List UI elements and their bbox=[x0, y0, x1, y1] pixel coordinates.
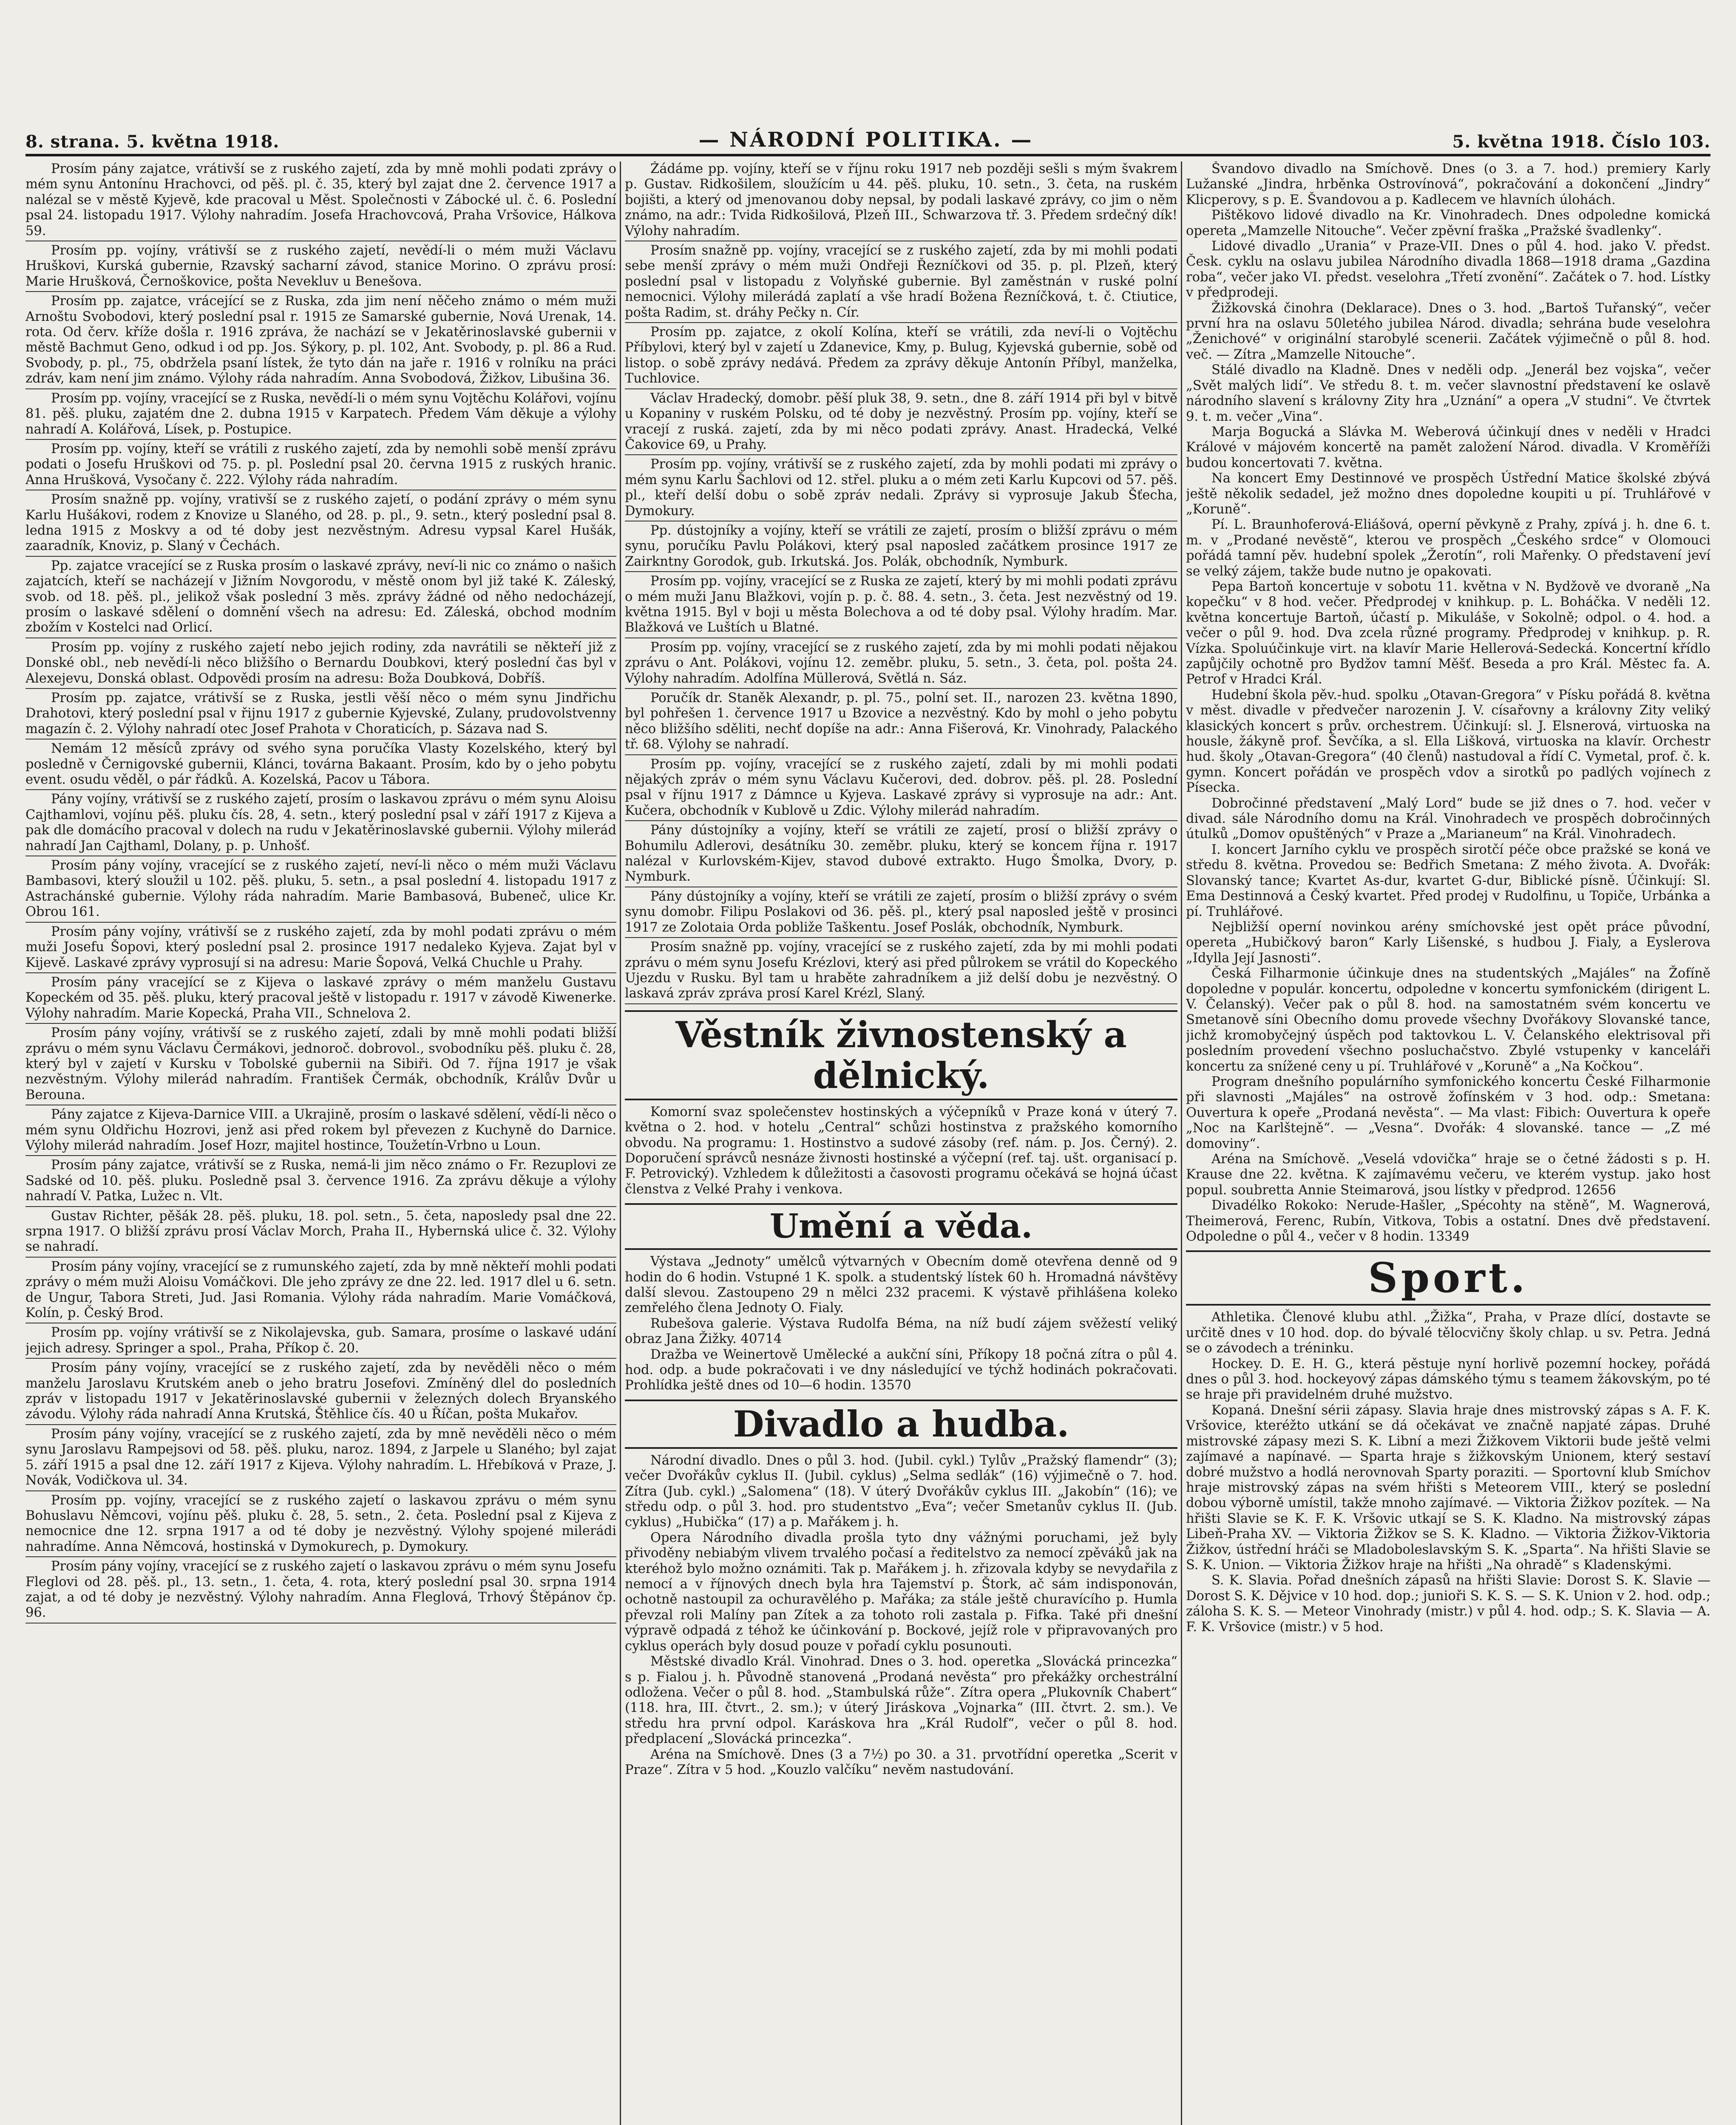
notice: Prosím pány vojíny, vracející se z ruského zajetí o laskavou zprávu o mém synu Josefu Fleglovi od 28. pěš. pl., 13. setn., 1. četa, 4. rota, který poslední psal 30. srpna 1914 zajat, a od té doby je nezvěstný. Výlohy nahradím. Anna Fleglová, Trhový Štěpánov čp. 96. bbox=[26, 1559, 616, 1624]
notice: Žádáme pp. vojíny, kteří se v říjnu roku 1917 neb později sešli s mým švakrem p. Gustav. Ridkošilem, sloužícím u 44. pěš. pluku, 10. setn., 3. četa, na ruském bojišti, a který od jmenovanou doby nepsal, by podali laskavé zprávy, co jim o něm známo, na adr.: Tvida Ridkošilová, Plzeň III., Schwarzova tř. 3. Předem srdečný dík! Výlohy nahradím. bbox=[625, 162, 1177, 241]
notice: Prosím pány vracející se z Kijeva o laskavé zprávy o mém manželu Gustavu Kopeckém od 35. pěš. pluku, který pracoval ještě v listopadu r. 1917 v závodě Kiwenerke. Výlohy nahradím. Marie Kopecká, Praha VII., Schnelova 2. bbox=[26, 975, 616, 1024]
notice: Prosím pp. vojíny, vracející se z Ruska ze zajetí, který by mi mohli podati zprávu o mém muži Janu Blažkovi, vojín p. p. č. 88. 4. setn., 3. četa. Jest nezvěstný od 19. května 1915. Byl v boji u města Bolechova a od té doby psal. Výlohy hradím. Mar. Blažková ve Luštích u Blatné. bbox=[625, 574, 1177, 638]
article-paragraph: Žižkovská činohra (Deklarace). Dnes o 3. hod. „Bartoš Tuřanský“, večer první hra na oslavu 50letého jubilea Národ. divadla; sehrána bude veselohra „Ženichové“ v originální starobylé scenerii. Začátek výjimečně o půl 8. hod. več. — Zítra „Mamzelle Nitouche“. bbox=[1186, 300, 1710, 362]
article-paragraph: Komorní svaz společenstev hostinských a výčepníků v Praze koná v úterý 7. května o 2. hod. v hotelu „Central“ schůzi hostinstva z pražského komorního obvodu. Na programu: 1. Hostinstvo a sudové zásoby (ref. nám. p. Jos. Černý). 2. Doporučení správců nesnáze živnosti hostinské a výčepní (ref. taj. ušt. organisací p. F. Petrovický). Vzhledem k důležitosti a časovosti programu očekává se hojná účast členstva z Velké Prahy i venkova. bbox=[625, 1104, 1177, 1197]
article-paragraph: I. koncert Jarního cyklu ve prospěch sirotčí péče obce pražské se koná ve středu 8. května. Provedou se: Bedřich Smetana: Z mého života. A. Dvořák: Slovanský tance; Kvartet As-dur, kvartet G-dur, Biblické písně. Účinkují: Sl. Ema Destinnová a Český kvartet. Před prodej v Rudolfinu, u Topiče, Urbánka a pí. Truhlářové. bbox=[1186, 842, 1710, 919]
article-paragraph: Na koncert Emy Destinnové ve prospěch Ústřední Matice školské zbývá ještě několik sedadel, jež možno dnes dopoledne koupiti u pí. Truhlářové v „Koruně“. bbox=[1186, 471, 1710, 517]
article-paragraph: Kopaná. Dnešní sérii zápasy. Slavia hraje dnes mistrovský zápas s A. F. K. Vršovice, kteréžto utkání se dá očekávat ve značně napjaté zápas. Druhé mistrovské zápasy mezi S. K. Libní a mezi Žižkovem Viktorii bude ještě velmi zajímavé a napínavé. — Sparta hraje s žižkovským Unionem, který sestaví dobré mužstvo a hodlá nerovnovah Sparty poraziti. — Sportovní klub Smíchov hraje mistrovský zápas na svém hřišti s Meteorem VIII., který se poslední dobou výborně umístil, takže mnoho zajímavé. — Viktoria Žižkov pozítek. — Na hřišti Slavie se K. F. K. Vršovic utkají se S. K. Kladno. Na mistrovský zápas Libeň-Praha XV. — Viktoria Žižkov se S. K. Kladno. — Viktoria Žižkov-Viktoria Žižkov, ústřední hráči se Mladoboleslavským S. K. „Sparta“. Na hřišti Slavie se S. K. Union. — Viktoria Žižkov hraje na hřišti „Na ohradě“ s Kladenskými. bbox=[1186, 1402, 1710, 1572]
notice: Prosím pp. vojíny, vracející se z Ruska, nevědí-li o mém synu Vojtěchu Kolářovi, vojínu 81. pěš. pluku, zajatém dne 2. dubna 1915 v Karpatech. Předem Vám děkuje a výlohy nahradí A. Kolářová, Lísek, p. Postupice. bbox=[26, 391, 616, 440]
article-paragraph: Hockey. D. E. H. G., která pěstuje nyní horlivě pozemní hockey, pořádá dnes o půl 3. hod. hockeyový zápas dámského týmu s teamem žákovským, po té se hraje při pravidelném druhé mužstvo. bbox=[1186, 1356, 1710, 1402]
article-paragraph: Opera Národního divadla prošla tyto dny vážnými poruchami, jež byly přivoděny nebiabým vlivem trvalého počasí a ředitelstvo za nemocí zpěváků jak na kteréhož bylo možno oznámiti. Tak p. Mařákem j. h. zřizovala kdyby se nevydařila z nemocí a v říjnových dnech byla hra Tajemství p. Štork, ač sám indisponován, ochotně nastoupil za ochuravělého p. Mařáka; za stále ještě churavícího p. Humla převzal roli Malíny pan Zítek a za tohoto roli zastala p. Fifka. Také při dnešní výpravě odpadá z téhož ke účinkování p. Bockové, jejíž role v připravovaných pro cyklus operách byly dosud pouze v pořadí cyklu posunouti. bbox=[625, 1530, 1177, 1654]
notice: Prosím pp. zajatce, z okolí Kolína, kteří se vrátili, zda neví-li o Vojtěchu Příbylovi, který byl v zajetí u Zdanevice, Kmy, p. Bulug, Kyjevská gubernie, sobě od listop. o sobě zprávy nedává. Předem za zprávy děkuje Antonín Příbyl, manželka, Tuchlovice. bbox=[625, 325, 1177, 389]
notice: Prosím pp. vojíny, vracející se z ruského zajetí, zda by mi mohli podati nějakou zprávu o Ant. Polákovi, vojínu 12. zeměbr. pluku, 5. setn., 3. četa, pol. pošta 24. Výlohy nahradím. Adolfína Müllerová, Světlá n. Sáz. bbox=[625, 640, 1177, 689]
notice: Prosím pány vojíny, vrátivší se z ruského zajetí, zdali by mně mohli podati bližší zprávu o mém synu Václavu Čermákovi, jednoroč. dobrovol., svobodníku pěš. pluku č. 28, který byl v zajetí v Kursku v Tobolské gubernii na Sibiři. Od 7. října 1917 je však nezvěstným. Výlohy milerád nahradím. František Čermák, obchodník, Králův Dvůr u Berouna. bbox=[26, 1026, 616, 1105]
section-heading-vestnik: Věstník živnostenský a dělnický. bbox=[625, 1010, 1177, 1100]
column-divider bbox=[620, 162, 621, 2125]
article-paragraph: Rubešova galerie. Výstava Rudolfa Béma, na níž budí zájem svěžestí veliký obraz Jana Žižky. 40714 bbox=[625, 1316, 1177, 1347]
article-paragraph: Divadélko Rokoko: Nerude-Hašler, „Spécohty na stěně“, M. Wagnerová, Theimerová, Ferenc, Rubín, Vitkova, Tobis a ostatní. Dnes dvě představení. Odpoledne o půl 4., večer v 8 hodin. 13349 bbox=[1186, 1198, 1710, 1244]
notice: Prosím snažně pp. vojíny, vracející se z ruského zajetí, zda by mi mohli podati sebe menší zprávy o mém muži Ondřeji Řezníčkovi od 35. p. pl. Plzeň, který poslední psal v listopadu z Volyňské gubernie. Byl zaměstnán v ruské polní nemocnici. Výlohy milerádá zaplatí a vše hradí Božena Řezníčková, t. č. Ctiutice, pošta Radim, st. dráhy Pečky n. Cír. bbox=[625, 243, 1177, 323]
article-paragraph: Dobročinné představení „Malý Lord“ bude se již dnes o 7. hod. večer v divad. sále Národního domu na Král. Vinohradech ve prospěch dobročinných útulků „Domov opuštěných“ v Praze a „Marianeum“ na Král. Vinohradech. bbox=[1186, 796, 1710, 842]
article-paragraph: Pištěkovo lidové divadlo na Kr. Vinohradech. Dnes odpoledne komická opereta „Mamzelle Nitouche“. Večer zpěvní fraška „Pražské švadlenky“. bbox=[1186, 208, 1710, 238]
article-paragraph: Výstava „Jednoty“ umělců výtvarných v Obecním domě otevřena denně od 9 hodin do 6 hodin. Vstupné 1 K. spolk. a studentský lístek 60 h. Hromadná návštěvy další slevou. Zastoupeno 29 n mělci 232 pracemi. K výstavě přihlášena koleko zemřelého člena Jednoty O. Fialy. bbox=[625, 1254, 1177, 1316]
notice: Prosím pp. vojíny, vracející se z ruského zajetí, zdali by mi mohli podati nějakých zpráv o mém synu Václavu Kučerovi, ded. dobrov. pěš. pl. 28. Poslední psal v říjnu 1917 z Dámnce u Kyjeva. Laskavé zprávy si vyprosuje na adr.: Ant. Kučera, obchodník v Kublově u Zdic. Výlohy milerád nahradím. bbox=[625, 757, 1177, 822]
masthead bbox=[26, 125, 1710, 152]
notice: Pány vojíny, vrátivší se z ruského zajetí, prosím o laskavou zprávu o mém synu Aloisu Cajthamlovi, vojínu pěš. pluku čís. 28, 4. setn., který poslední psal v září 1917 z Kijeva a pak dle domácího pracoval v dolech na rudu v Jekatěrinoslavské gubernii. Výlohy milerád nahradí Jan Cajthaml, Dolany, p. p. Unhošť. bbox=[26, 792, 616, 856]
notice: Prosím pp. zajatce, vrácející se z Ruska, zda jim není něčeho známo o mém muži Arnoštu Svobodovi, který poslední psal r. 1915 ze Samarské gubernie, Nová Urenak, 14. rota. Od červ. kříže došla r. 1916 zpráva, že nachází se v Jekatěrinoslavské gubernii v městě Bachmut Geno, odkud i od pp. Jos. Sýkory, p. pl. 102, Ant. Svobody, p. pl. 86 a Rud. Svobody, p. pl., 75, obdržela psaní lístek, že tyto dán na jaře r. 1916 v rolníku na práci zdráv, kam není jim známo. Výlohy ráda nahradím. Anna Svobodová, Žižkov, Libušina 36. bbox=[26, 294, 616, 389]
article-paragraph: Česká Filharmonie účinkuje dnes na studentských „Majáles“ na Žofíně dopoledne v populár. koncertu, odpoledne v koncertu symfonickém (dirigent L. V. Čelanský). Večer pak o půl 8. hod. na samostatném svém koncertu ve Smetanově síni Obecního domu provede všechny Dvořákovy Slovanské tance, jichž kromobyčejný úspěch pod taktovkou L. V. Čelanského elektrisoval při posledním provedení všechno posluchačstvo. Zbylé vstupenky v kanceláři koncertu za snížené ceny u pí. Truhlářové v „Koruně“ a „Na Kočkou“. bbox=[1186, 966, 1710, 1074]
section-heading-umeni: Umění a věda. bbox=[625, 1203, 1177, 1250]
article-paragraph: S. K. Slavia. Pořad dnešních zápasů na hřišti Slavie: Dorost S. K. Slavie — Dorost S. K. Dějvice v 10 hod. dop.; junioři S. K. S. — S. K. Union v 2. hod. odp.; záloha S. K. S. — Meteor Vinohrady (mistr.) v půl 4. hod. odp.; S. K. Slavia — A. F. K. Vršovice (mistr.) v 5 hod. bbox=[1186, 1573, 1710, 1635]
article-paragraph: Lidové divadlo „Urania“ v Praze-VII. Dnes o půl 4. hod. jako V. předst. Česk. cyklu na oslavu jubilea Národního divadla 1868—1918 drama „Gazdina roba“, večer jako VI. předst. veselohra „Třetí zvonění“. Začátek o 7. hod. Lístky v předprodeji. bbox=[1186, 239, 1710, 300]
notice: Prosím pp. vojíny vrátivší se z Nikolajevska, gub. Samara, prosíme o laskavé udání jejich adresy. Springer a spol., Praha, Příkop č. 20. bbox=[26, 1325, 616, 1359]
notice: Prosím snažně pp. vojíny, vracející se z ruského zajetí, zda by mi mohli podati zprávu o mém synu Josefu Krézlovi, který asi před půlrokem se vrátil do Kopeckého Ujezdu v Rusku. Byl tam u hraběte zahradníkem a již delší dobu je nezvěstný. O laskavá zpráv zpráva prosí Karel Krézl, Slaný. bbox=[625, 940, 1177, 1004]
notice: Prosím pp. vojíny, vracející se z ruského zajetí o laskavou zprávu o mém synu Bohuslavu Němcovi, vojínu pěš. pluku č. 28, 5. setn., 2. četa. Poslední psal z Kijeva z nemocnice dne 12. srpna 1917 a od té doby je nezvěstný. Výlohy spojené milerádi nahradíme. Anna Němcová, hostinská v Dymokurech, p. Dymokury. bbox=[26, 1493, 616, 1558]
header-center: — NÁRODNÍ POLITIKA. — bbox=[698, 128, 1033, 152]
article-paragraph: Hudební škola pěv.-hud. spolku „Otavan-Gregora“ v Písku pořádá 8. května v měst. divadle v předvečer narozenin J. V. císařovny a královny Zity veliký klasických koncert s prův. orchestrem. Účinkují: sl. J. Elsnerová, virtuoska na housle, žákyně prof. Ševčíka, a sl. Ella Lišková, virtuoska na klavír. Orchestr hud. školy „Otavan-Gregora“ (40 členů) nastudoval a řídí C. Vymetal, prof. č. k. gymn. Koncert pořádán ve prospěch vdov a sirotků po padlých vojínech z Písecka. bbox=[1186, 687, 1710, 796]
header-rule bbox=[26, 154, 1710, 156]
notice: Prosím pány zajatce, vrátivší se z ruského zajetí, zda by mně mohli podati zprávy o mém synu Antonínu Hrachovci, od pěš. pl. č. 35, který byl zajat dne 2. července 1917 a nalézal se v městě Kyjevě, kde pracoval u Měst. Společnosti v Zábocké ul. č. 6. Poslední psal 24. listopadu 1917. Výlohy nahradím. Josefa Hrachovcová, Praha Vršovice, Hálkova 59. bbox=[26, 162, 616, 241]
notice: Prosím snažně pp. vojíny, vrativší se z ruského zajetí, o podání zprávy o mém synu Karlu Hušákovi, rodem z Knovize u Slaného, od 28. p. pl., 9. setn., který poslední psal 8. ledna 1915 z Moskvy a od té doby jest nezvěstným. Adresu vypsal Karel Hušák, zaaradník, Knoviz, p. Slaný v Čechách. bbox=[26, 492, 616, 557]
column-divider bbox=[1181, 162, 1182, 2125]
notice: Gustav Richter, pěšák 28. pěš. pluku, 18. pol. setn., 5. četa, naposledy psal dne 22. srpna 1917. O bližší zprávu prosí Václav Morch, Praha II., Hybernská ulice č. 32. Výlohy se nahradí. bbox=[26, 1209, 616, 1258]
notice: Prosím pp. zajatce, vrátivší se z Ruska, jestli věší něco o mém synu Jindřichu Drahotovi, který poslední psal v řijnu 1917 z gubernie Kyjevské, Zulany, prudovolstvenny magazín č. 2. Výlohy nahradí otec Josef Prahota v Choraticích, p. Sázava nad S. bbox=[26, 691, 616, 740]
article-paragraph: Nejbližší operní novinkou arény smíchovské jest opět práce původní, opereta „Hubičkový baron“ Karly Lišenské, s hudbou J. Fialy, a Eyslerova „Idylla Její Jasnosti“. bbox=[1186, 919, 1710, 966]
notice: Pány dústojníky a vojíny, kteří se vrátili ze zajetí, prosí o bližší zprávy o Bohumilu Adlerovi, desátníku 30. zeměbr. pluku, který se koncem října r. 1917 nalézal v Kurlovském-Kijev, stavod dubové extrakto. Hugo Šmolka, Dvory, p. Nymburk. bbox=[625, 823, 1177, 887]
article-paragraph: Marja Bogucká a Slávka M. Weberová účinkují dnes v neděli v Hradci Králové v májovém koncertě na pamět založení Národ. divadla. V Kroměříži budou koncertovati 7. května. bbox=[1186, 424, 1710, 470]
notice: Prosím pp. vojíny, vrátivší se z ruského zajetí, zda by mohli podati mi zprávy o mém synu Karlu Šachlovi od 12. střel. pluku a o mém zeti Karlu Kupcovi od 57. pěš. pl., kteří delší dobu o sobě zpráv nedali. Zprávy si vyprosuje Jakub Šťecha, Dymokury. bbox=[625, 457, 1177, 521]
article-paragraph: Aréna na Smíchově. „Veselá vdovička“ hraje se o četné žádosti s p. H. Krause dne 22. května. K zajímavému večeru, ve kterém vystup. jako host popul. soubretta Annie Steimarová, jsou lístky v předprod. 12656 bbox=[1186, 1152, 1710, 1198]
header-right: 5. května 1918. Číslo 103. bbox=[1452, 132, 1710, 152]
article-paragraph: Pepa Bartoň koncertuje v sobotu 11. května v N. Bydžově ve dvoraně „Na kopečku“ v 8 hod. večer. Předprodej v knihkup. p. L. Boháčka. V neděli 12. května koncertuje Bartoň, účastí p. Mikuláše, v Sokolně; odpol. o 4. hod. a večer o půl 9. hod. Dva zcela různé programy. Předprodej v knihkup. p. R. Vízka. Spoluúčinkuje virt. na klavír Marie Hellerová-Sedecká. Koncertní křídlo zapůjčily ochotně pro Bydžov tamní Měšť. Beseda a pro Král. Městec fa. A. Petrof v Hradci Král. bbox=[1186, 579, 1710, 687]
notice: Prosím pány vojíny, vracející se z rumunského zajetí, zda by mně někteří mohli podati zprávy o mém muži Aloisu Vomáčkovi. Dle jeho zprávy ze dne 22. led. 1917 dlel u 6. setn. de Ungur, Tabora Streti, Jud. Jasi Romania. Výlohy ráda nahradím. Marie Vomáčková, Kolín, p. Český Brod. bbox=[26, 1259, 616, 1324]
notice: Prosím pány vojíny, vracející se z ruského zajetí, zda by nevěděli něco o mém manželu Jaroslavu Krutském aneb o jeho bratru Josefovi. Zmíněný dlel do posledních zpráv v listopadu 1917 v Jekatěrinoslavské gubernii v železných dolech Bryanského závodu. Výlohy ráda nahradí Anna Krutská, Štěhlice čís. 40 u Říčan, pošta Mukařov. bbox=[26, 1360, 616, 1425]
column-1 bbox=[26, 162, 616, 2125]
notice: Nemám 12 měsíců zprávy od svého syna poručíka Vlasty Kozelského, který byl posledně v Černigovské gubernii, Klánci, továrna Bakaant. Prosím, kdo by o jeho pobytu event. osudu věděl, o pár řádků. A. Kozelská, Pacov u Tábora. bbox=[26, 741, 616, 790]
notice: Pány zajatce z Kijeva-Darnice VIII. a Ukrajině, prosím o laskavé sdělení, vědí-li něco o mém synu Oldřichu Hozrovi, jenž asi před rokem byl převezen z Kuchyně do Darnice. Výlohy milerád nahradím. Josef Hozr, majitel hostince, Toužetín-Vrbno u Loun. bbox=[26, 1107, 616, 1156]
notice: Václav Hradecký, domobr. pěší pluk 38, 9. setn., dne 8. září 1914 při byl v bitvě u Kopaniny v ruském Polsku, od té doby je nezvěstný. Prosím pp. vojíny, kteří se vracejí z ruská. zajetí, zda by mi něco podati zprávy. Anast. Hradecká, Velké Čakovice 69, u Prahy. bbox=[625, 391, 1177, 456]
article-paragraph: Program dnešního populárního symfonického koncertu České Filharmonie při slavnosti „Majáles“ na ostrově žofínském v 3 hod. odp.: Smetana: Ouvertura k opeře „Prodaná nevěsta“. — Ma vlast: Fibich: Ouvertura k opeře „Noc na Karlštejně“. — „Vesna“. Dvořák: 4 slovanské. tance — „Z mé domoviny“. bbox=[1186, 1074, 1710, 1151]
notice: Prosím pány vojíny, vracející se z ruského zajetí, neví-li něco o mém muži Václavu Bambasovi, který sloužil u 102. pěš. pluku, 5. setn., a psal poslední 4. listopadu 1917 z Astrachánské gubernie. Výlohy ráda nahradím. Marie Bambasová, Bubeneč, ulice Kr. Obrou 161. bbox=[26, 858, 616, 923]
notice: Pp. zajatce vracející se z Ruska prosím o laskavé zprávy, neví-li nic co známo o našich zajatcích, kteří se nacházejí v Jižním Novgorodu, v městě onom byl již také K. Záleský, svob. od 18. pěš. pl., jelikož však poslední 3 měs. zprávy žádné od něho nedocházejí, prosím o laskavé sdělení o domnění všech na adresu: Ed. Záleská, obchod modním zbožím v Kostelci nad Orlicí. bbox=[26, 558, 616, 638]
notice: Pány dústojníky a vojíny, kteří se vrátili ze zajetí, prosím o bližší zprávy o svém synu domobr. Filipu Poslakovi od 36. pěš. pl., který psal naposled ještě v prosinci 1917 ze Zolotaia Orda pobliže Taškentu. Josef Poslák, obchodník, Nymburk. bbox=[625, 889, 1177, 938]
article-paragraph: Stálé divadlo na Kladně. Dnes v neděli odp. „Jenerál bez vojska“, večer „Svět malých lidí“. Ve středu 8. t. m. večer slavnostní představení ke oslavě národního slavení s královny Zity hra „Uznání“ a opera „V studni“. Ve čtvrtek 9. t. m. večer „Vina“. bbox=[1186, 363, 1710, 424]
section-heading-sport: Sport. bbox=[1186, 1250, 1710, 1306]
article-paragraph: Národní divadlo. Dnes o půl 3. hod. (Jubil. cykl.) Tylův „Pražský flamendr“ (3); večer Dvořákův cyklus II. (Jubil. cyklus) „Selma sedlák“ (16) výjimečně o 7. hod. Zítra (Jub. cykl.) „Salomena“ (18). V úterý Dvořákův cyklus III. „Jakobín“ (16); ve středu odp. o půl 3. hod. pro studentstvo „Eva“; večer Smetanův cyklus II. (Jub. cyklus) „Hubička“ (17) a p. Mařákem j. h. bbox=[625, 1453, 1177, 1530]
column-2 bbox=[625, 162, 1177, 2125]
notice: Prosím pány vojíny, vracející se z ruského zajetí, zda by mně nevěděli něco o mém synu Jaroslavu Rampejsovi od 58. pěš. pluku, naroz. 1894, z Jarpele u Slaného; byl zajat 5. září 1915 a psal dne 12. září 1917 z Kijeva. Výlohy nahradím. L. Hřebíková v Praze, J. Novák, Vodičkova ul. 34. bbox=[26, 1427, 616, 1491]
notice: Prosím pp. vojíny, vrátivší se z ruského zajetí, nevědí-li o mém muži Václavu Hruškovi, Kurská gubernie, Rzavský sacharní závod, stanice Morino. O zprávu prosí: Marie Hrušková, Černoškovice, pošta Nevekluv u Benešova. bbox=[26, 243, 616, 292]
column-3 bbox=[1186, 162, 1710, 2125]
notice: Poručík dr. Staněk Alexandr, p. pl. 75., polní set. II., narozen 23. května 1890, byl pohřešen 1. července 1917 u Bzovice a nezvěstný. Kdo by mohl o jeho pobytu něco bližšího sděliti, nechť dopíše na adr.: Anna Fišerová, Kr. Vinohrady, Palackého tř. 68. Výlohy se nahradí. bbox=[625, 691, 1177, 755]
notice: Prosím pp. vojíny z ruského zajetí nebo jejich rodiny, zda navrátili se někteří již z Donské obl., neb nevědí-li něco bližšího o Bernardu Doubkovi, který poslední čas byl v Alexejevu, Donská oblast. Odpovědi prosím na adresu: Boža Doubková, Dobříš. bbox=[26, 640, 616, 689]
article-paragraph: Athletika. Členové klubu athl. „Žižka“, Praha, v Praze dlící, dostavte se určitě dnes v 10 hod. dop. do bývalé tělocvičny školy chlap. u sv. Petra. Jedná se o závodech a tréninku. bbox=[1186, 1310, 1710, 1356]
header-left: 8. strana. 5. května 1918. bbox=[26, 132, 280, 152]
article-paragraph: Švandovo divadlo na Smíchově. Dnes (o 3. a 7. hod.) premiery Karly Lužanské „Jindra, hrběnka Ostrovínová“, pokračování a dokončení „Jindry“ Klicperovy, s p. E. Švandovou a p. Kadlecem ve hlavních úlohách. bbox=[1186, 162, 1710, 207]
notice: Prosím pány zajatce, vrátivší se z Ruska, nemá-li jim něco známo o Fr. Rezuplovi ze Sadské od 10. pěš. pluku. Posledně psal 3. července 1916. Za zprávu děkuje a výlohy nahradí V. Patka, Lužec n. Vlt. bbox=[26, 1158, 616, 1207]
notice: Pp. dústojníky a vojíny, kteří se vrátili ze zajetí, prosím o bližší zprávu o mém synu, poručíku Pavlu Polákovi, který psal naposled začátkem prosince 1917 ze Zairkntny Gorodok, gub. Irkutská. Jos. Polák, obchodník, Nymburk. bbox=[625, 523, 1177, 572]
article-paragraph: Aréna na Smíchově. Dnes (3 a 7½) po 30. a 31. prvotřídní operetka „Scerit v Praze“. Zítra v 5 hod. „Kouzlo valčíku“ nevěm nastudování. bbox=[625, 1747, 1177, 1777]
article-paragraph: Dražba ve Weinertově Umělecké a aukční síni, Příkopy 18 počná zítra o půl 4. hod. odp. a bude pokračovati i ve dny následující ve týchž hodinách pokračovati. Prohlídka ještě dnes od 10—6 hodin. 13570 bbox=[625, 1347, 1177, 1393]
notice: Prosím pp. vojíny, kteří se vrátili z ruského zajetí, zda by nemohli sobě menší zprávu podati o Josefu Hruškovi od 75. p. pl. Poslední psal 20. června 1915 z ruských hranic. Anna Hrušková, Vysočany č. 222. Výlohy ráda nahradím. bbox=[26, 442, 616, 490]
section-heading-divadlo: Divadlo a hudba. bbox=[625, 1400, 1177, 1449]
notice: Prosím pány vojíny, vrátivší se z ruského zajetí, zda by mohl podati zprávu o mém muži Josefu Šopovi, který poslední psal 2. prosince 1917 nedaleko Kyjeva. Zajat byl v Kijevě. Laskavé zprávy vyprosují si na adresu: Marie Šopová, Velká Chuchle u Prahy. bbox=[26, 924, 616, 973]
article-paragraph: Městské divadlo Král. Vinohrad. Dnes o 3. hod. operetka „Slovácká princezka“ s p. Fialou j. h. Původně stanovená „Prodaná nevěsta“ pro překážky orchestrální odložena. Večer o půl 8. hod. „Stambulská růže“. Zítra opera „Plukovník Chabert“ (118. hra, III. čtvrt., 2. sm.); v úterý Jiráskova „Vojnarka“ (III. čtvrt. 2. sm.). Ve středu hra první odpol. Karáskova hra „Král Rudolf“, večer o půl 8. hod. předplacení „Slovácká princezka“. bbox=[625, 1654, 1177, 1747]
article-paragraph: Pí. L. Braunhoferová-Eliášová, operní pěvkyně z Prahy, zpívá j. h. dne 6. t. m. v „Prodané nevěstě“, kterou ve prospěch „Českého srdce“ v Olomouci pořádá tamní pěv. hudební spolek „Žerotín“, roli Mařenky. O představení jeví se velký zájem, takže bude nutno je opakovati. bbox=[1186, 517, 1710, 579]
